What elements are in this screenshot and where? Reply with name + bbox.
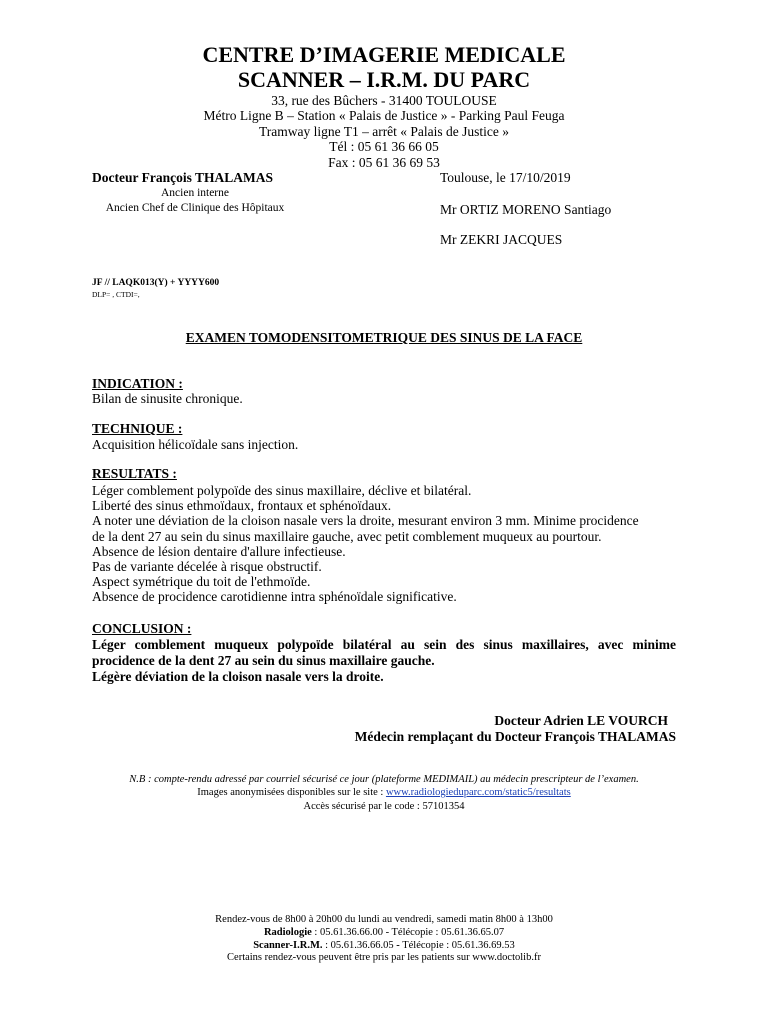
access-code: Accès sécurisé par le code : 57101354 <box>303 801 465 812</box>
transmission-note: N.B : compte-rendu adressé par courriel sécurisé ce jour (plateforme MEDIMAIL) au médecin prescripteur de l’examen. <box>129 774 639 785</box>
footer-hours: Rendez-vous de 8h00 à 20h00 du lundi au vendredi, samedi matin 8h00 à 13h00 <box>215 914 553 925</box>
images-label: Images anonymisées disponibles sur le site : <box>197 787 386 798</box>
conclusion-heading: CONCLUSION : <box>92 621 192 636</box>
results-link[interactable]: www.radiologieduparc.com/static5/resultats <box>385 787 571 798</box>
result-line: de la dent 27 au sein du sinus maxillaire gauche, avec petit comblement muqueux au pourtour. <box>92 528 602 544</box>
phone-number: Tél : 05 61 36 66 05 <box>329 139 439 154</box>
center-address: 33, rue des Bûchers - 31400 TOULOUSE <box>271 93 497 108</box>
indication-text: Bilan de sinusite chronique. <box>92 391 243 406</box>
referrer-name: Mr ZEKRI JACQUES <box>440 232 563 247</box>
patient-name: Mr ORTIZ MORENO Santiago <box>440 202 612 217</box>
tramway-info: Tramway ligne T1 – arrêt « Palais de Justice » <box>258 124 510 139</box>
footer-radiologie <box>0 927 768 939</box>
result-line: Aspect symétrique du toit de l'ethmoïde. <box>92 574 311 590</box>
scanner-label: Scanner-I.R.M. <box>253 940 323 951</box>
result-line: Pas de variante décelée à risque obstructif. <box>92 559 322 575</box>
scanner-fax: Télécopie : 05.61.36.69.53 <box>399 940 515 951</box>
result-line: Absence de lésion dentaire d'allure infectieuse. <box>92 543 346 559</box>
center-subtitle: SCANNER – I.R.M. DU PARC <box>237 67 531 92</box>
result-line: Absence de procidence carotidienne intra sphénoïdale significative. <box>92 589 457 605</box>
result-line: Léger comblement polypoïde des sinus maxillaire, déclive et bilatéral. <box>92 483 472 498</box>
footer-doctolib: Certains rendez-vous peuvent être pris par les patients sur www.doctolib.fr <box>227 952 541 963</box>
indication-heading: INDICATION : <box>92 376 183 391</box>
technique-heading: TECHNIQUE : <box>92 421 183 436</box>
doctor-title-clinic: Ancien Chef de Clinique des Hôpitaux <box>105 202 285 214</box>
images-info <box>0 787 768 799</box>
dose-info: DLP= , CTDI=, <box>92 290 140 299</box>
exam-title: EXAMEN TOMODENSITOMETRIQUE DES SINUS DE LA FACE <box>185 330 583 345</box>
metro-info: Métro Ligne B – Station « Palais de Justice » - Parking Paul Feuga <box>203 108 565 123</box>
signature-role: Médecin remplaçant du Docteur François THALAMAS <box>354 729 676 744</box>
doctor-title-intern: Ancien interne <box>160 187 229 199</box>
radiologie-numbers: : 05.61.36.66.00 - Télécopie : 05.61.36.65.07 <box>311 927 505 938</box>
place-date: Toulouse, le 17/10/2019 <box>440 170 571 185</box>
results-heading: RESULTATS : <box>92 466 177 481</box>
footer-scanner <box>0 940 768 952</box>
scanner-dash: - <box>396 940 400 951</box>
conclusion-text: Léger comblement muqueux polypoïde bilatéral au sein des sinus maxillaires, avec minime procidence de la dent 27 au sein du sinus maxillaire gauche. <box>92 637 676 668</box>
center-name: CENTRE D’IMAGERIE MEDICALE <box>202 42 566 67</box>
technique-text: Acquisition hélicoïdale sans injection. <box>92 437 299 452</box>
scanner-phone: : 05.61.36.66.05 <box>322 940 397 951</box>
fax-number: Fax : 05 61 36 69 53 <box>328 155 440 170</box>
result-line: Liberté des sinus ethmoïdaux, frontaux et sphénoïdaux. <box>92 498 392 514</box>
conclusion-text-2: Légère déviation de la cloison nasale vers la droite. <box>92 669 384 684</box>
act-code: JF // LAQK013(Y) + YYYY600 <box>92 278 220 288</box>
result-line: A noter une déviation de la cloison nasale vers la droite, mesurant environ 3 mm. Minime procidence <box>92 513 639 529</box>
signature-doctor: Docteur Adrien LE VOURCH <box>494 713 668 728</box>
doctor-name: Docteur François THALAMAS <box>92 170 273 185</box>
results-list <box>92 483 692 605</box>
radiologie-label: Radiologie <box>263 927 312 938</box>
